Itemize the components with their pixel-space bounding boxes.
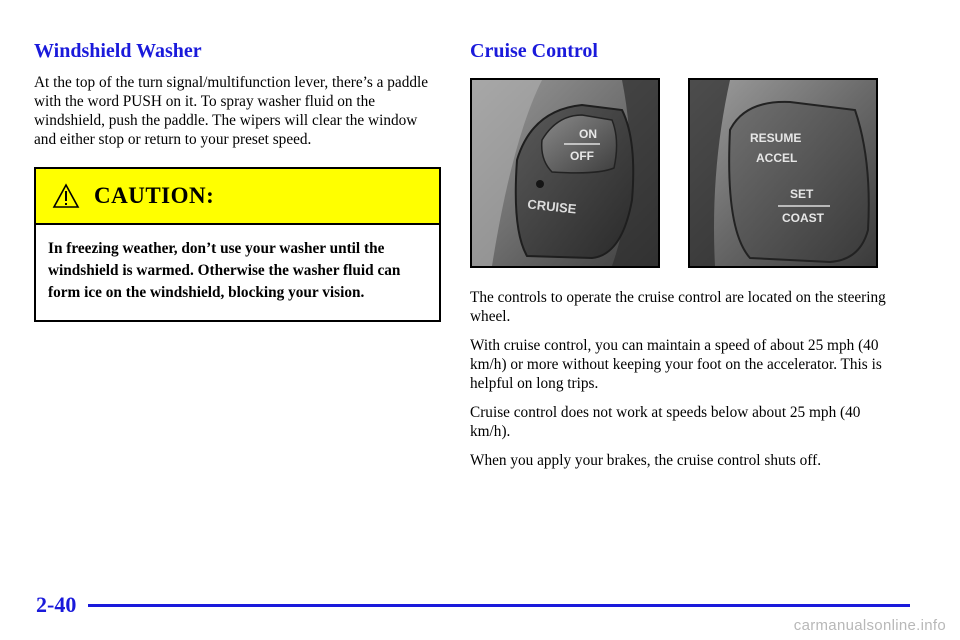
windshield-washer-paragraph: At the top of the turn signal/multifunction lever, there’s a paddle with the word PUSH on it. To spray washer fluid on the windshield, push the paddle. The wipers will clear the window and either stop or return to your preset speed. bbox=[34, 74, 429, 148]
watermark: carmanualsonline.info bbox=[793, 617, 946, 634]
off-label: OFF bbox=[570, 149, 594, 163]
on-off-cruise-button-photo bbox=[470, 78, 660, 268]
on-label: ON bbox=[579, 127, 597, 141]
footer-divider bbox=[88, 604, 910, 607]
caution-header bbox=[36, 169, 439, 225]
page-number: 2-40 bbox=[36, 592, 77, 617]
caution-heading: CAUTION: bbox=[94, 183, 215, 208]
cruise-control-heading: Cruise Control bbox=[470, 40, 598, 62]
accel-label: ACCEL bbox=[756, 151, 798, 165]
windshield-washer-heading: Windshield Washer bbox=[34, 40, 202, 62]
cruise-control-text bbox=[470, 288, 890, 470]
cruise-label: CRUISE bbox=[526, 196, 578, 217]
left-column bbox=[34, 40, 441, 322]
set-label: SET bbox=[790, 187, 814, 201]
resume-label: RESUME bbox=[750, 131, 802, 145]
warning-triangle-icon bbox=[52, 183, 80, 209]
cruise-control-photos bbox=[470, 78, 890, 268]
cruise-paragraph: Cruise control does not work at speeds below about 25 mph (40 km/h). bbox=[470, 404, 861, 440]
resume-set-button-photo bbox=[688, 78, 878, 268]
right-column bbox=[470, 40, 890, 480]
caution-box bbox=[34, 167, 441, 322]
cruise-paragraph: The controls to operate the cruise control are located on the steering wheel. bbox=[470, 289, 886, 325]
caution-text: In freezing weather, don’t use your washer until the windshield is warmed. Otherwise the washer fluid can form ice on the windshield, blocking your vision. bbox=[48, 240, 401, 301]
cruise-paragraph: With cruise control, you can maintain a speed of about 25 mph (40 km/h) or more without keeping your foot on the accelerator. This is helpful on long trips. bbox=[470, 337, 882, 392]
coast-label: COAST bbox=[782, 211, 824, 225]
cruise-paragraph: When you apply your brakes, the cruise control shuts off. bbox=[470, 452, 822, 469]
page-footer bbox=[36, 592, 876, 622]
